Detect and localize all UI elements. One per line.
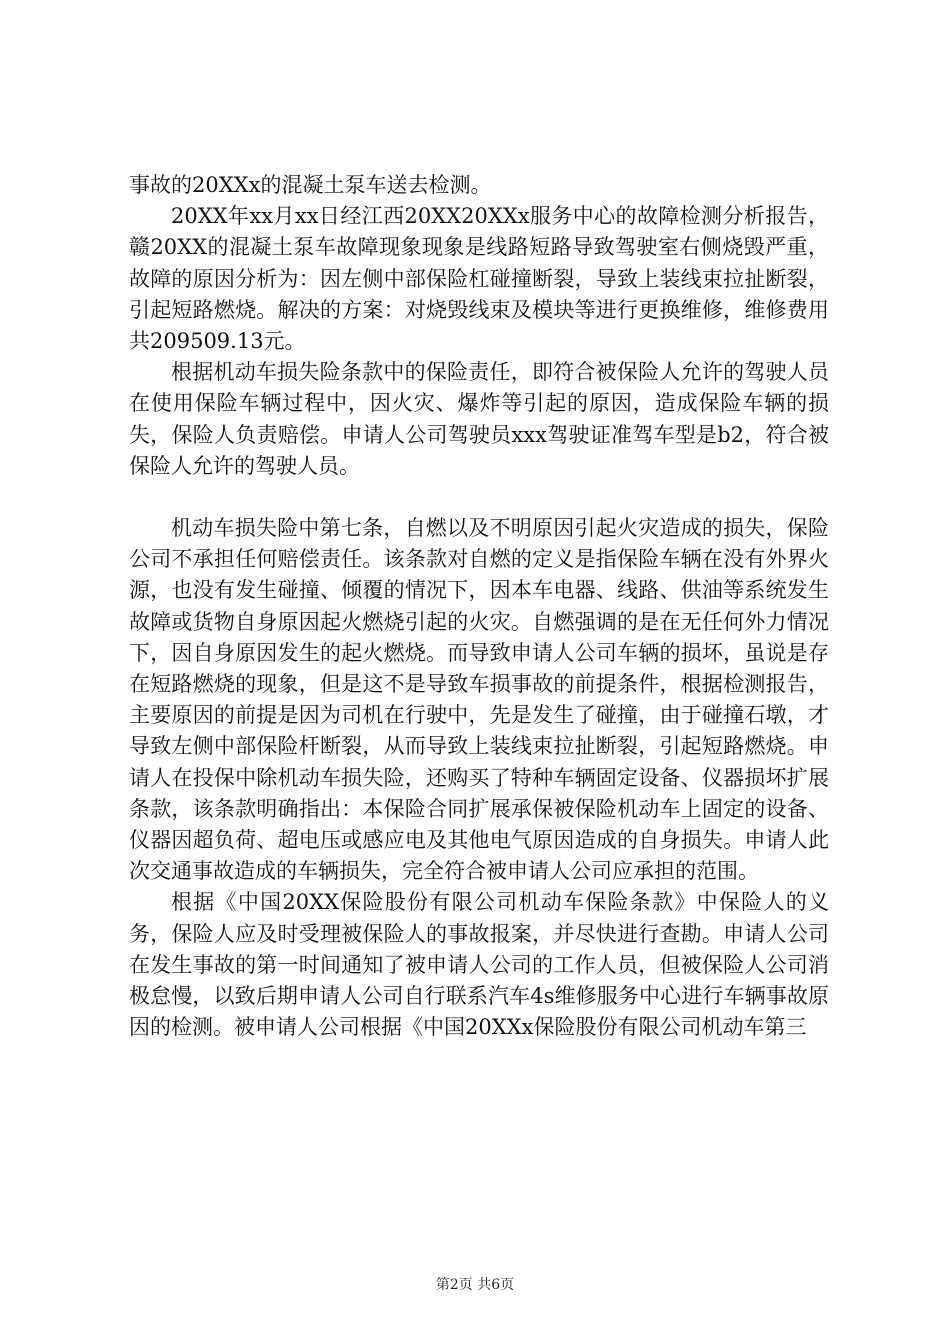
paragraph-4: 机动车损失险中第七条，自燃以及不明原因引起火灾造成的损失，保险公司不承担任何赔偿责任。该条款对自燃的定义是指保险车辆在没有外界火源，也没有发生碰撞、倾覆的情况下，因本车电器、线路、供油等系统发生故障或货物自身原因起火燃烧引起的火灾。自燃强调的是在无任何外力情况下，因自身原因发生的起火燃烧。而导致申请人公司车辆的损坏，虽说是存在短路燃烧的现象，但是这不是导致车损事故的前提条件，根据检测报告，主要原因的前提是因为司机在行驶中，先是发生了碰撞，由于碰撞石墩，才导致左侧中部保险杆断裂，从而导致上装线束拉扯断裂，引起短路燃烧。申请人在投保中除机动车损失险，还购买了特种车辆固定设备、仪器损坏扩展条款，该条款明确指出：本保险合同扩展承保被保险机动车上固定的设备、仪器因超负荷、超电压或感应电及其他电气原因造成的自身损失。申请人此次交通事故造成的车辆损失，完全符合被申请人公司应承担的范围。 <box>129 516 829 884</box>
page-footer: 第2页 共6页 <box>435 1277 515 1293</box>
paragraph-2: 20XX年xx月xx日经江西20XX20XXx服务中心的故障检测分析报告，赣20XX的混凝土泵车故障现象现象是线路短路导致驾驶室右侧烧毁严重，故障的原因分析为：因左侧中部保险杠碰撞断裂，导致上装线束拉扯断裂，引起短路燃烧。解决的方案：对烧毁线束及模块等进行更换维修，维修费用共209509.13元。 <box>129 204 829 354</box>
paragraph-3: 根据机动车损失险条款中的保险责任，即符合被保险人允许的驾驶人员在使用保险车辆过程中，因火灾、爆炸等引起的原因，造成保险车辆的损失，保险人负责赔偿。申请人公司驾驶员xxx驾驶证准驾车型是b2，符合被保险人允许的驾驶人员。 <box>129 360 829 478</box>
paragraph-1: 事故的20XXx的混凝土泵车送去检测。 <box>129 173 492 197</box>
paragraph-5: 根据《中国20XX保险股份有限公司机动车保险条款》中保险人的义务，保险人应及时受理被保险人的事故报案，并尽快进行查勘。申请人公司在发生事故的第一时间通知了被申请人公司的工作人员，但被保险人公司消极怠慢，以致后期申请人公司自行联系汽车4s维修服务中心进行车辆事故原因的检测。被申请人公司根据《中国20XXx保险股份有限公司机动车第三 <box>129 890 829 1040</box>
paragraph-spacer <box>129 482 829 513</box>
document-body <box>129 170 829 1043</box>
